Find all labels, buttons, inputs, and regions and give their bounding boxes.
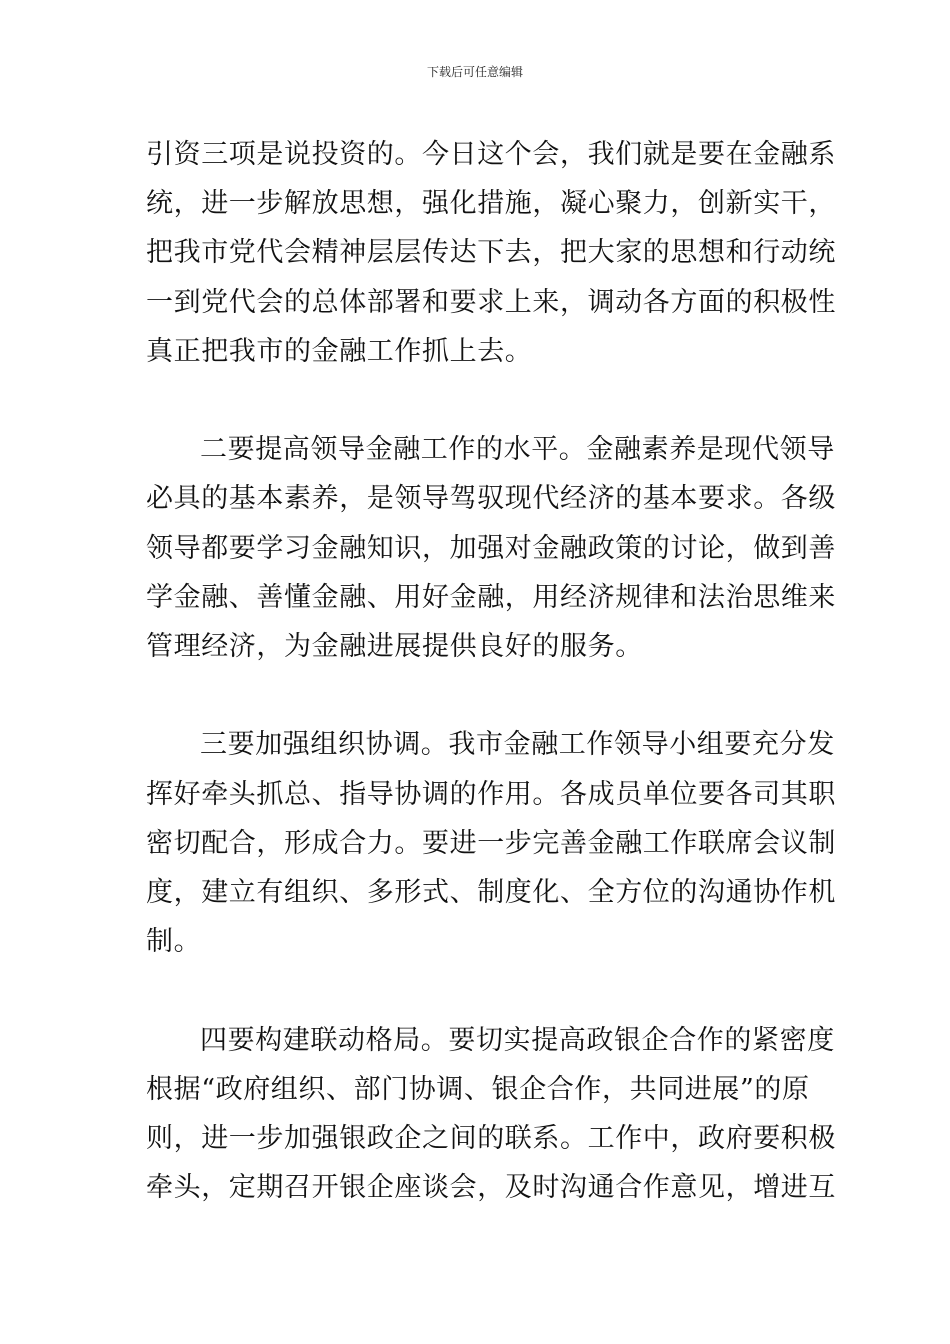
paragraph-line: 领导都要学习金融知识，加强对金融政策的讨论，做到善 bbox=[146, 532, 836, 564]
paragraph-line: 把我市党代会精神层层传达下去，把大家的思想和行动统 bbox=[146, 237, 836, 269]
paragraph-line: 则，进一步加强银政企之间的联系。工作中，政府要积极 bbox=[146, 1123, 836, 1155]
paragraph-line: 二要提高领导金融工作的水平。金融素养是现代领导 bbox=[200, 434, 835, 466]
paragraph-line: 制。 bbox=[146, 926, 202, 958]
paragraph-line: 密切配合，形成合力。要进一步完善金融工作联席会议制 bbox=[146, 827, 836, 859]
paragraph-line: 三要加强组织协调。我市金融工作领导小组要充分发 bbox=[200, 729, 835, 761]
paragraph-4 bbox=[146, 1016, 836, 1213]
paragraph-spacer bbox=[146, 376, 806, 425]
paragraph-line: 挥好牵头抓总、指导协调的作用。各成员单位要各司其职 bbox=[146, 778, 836, 810]
paragraph-spacer bbox=[146, 966, 806, 1015]
paragraph-line: 牵头，定期召开银企座谈会，及时沟通合作意见，增进互 bbox=[146, 1172, 836, 1204]
paragraph-line: 引资三项是说投资的。今日这个会，我们就是要在金融系 bbox=[146, 139, 836, 170]
paragraph-2 bbox=[146, 425, 836, 671]
paragraph-spacer bbox=[146, 671, 806, 720]
paragraph-line: 真正把我市的金融工作抓上去。 bbox=[146, 335, 533, 367]
paragraph-line: 四要构建联动格局。要切实提高政银企合作的紧密度 bbox=[200, 1024, 835, 1056]
paragraph-line: 管理经济，为金融进展提供良好的服务。 bbox=[146, 631, 643, 663]
paragraph-line: 统，进一步解放思想，强化措施，凝心聚力，创新实干， bbox=[146, 188, 836, 220]
paragraph-line: 必具的基本素养，是领导驾驭现代经济的基本要求。各级 bbox=[146, 483, 836, 515]
paragraph-line: 度，建立有组织、多形式、制度化、全方位的沟通协作机 bbox=[146, 877, 836, 909]
page-header: 下载后可任意编辑 bbox=[426, 65, 523, 79]
paragraph-1 bbox=[146, 130, 836, 376]
paragraph-line: 一到党代会的总体部署和要求上来，调动各方面的积极性 bbox=[146, 286, 836, 318]
document-body bbox=[146, 130, 836, 1212]
paragraph-line: 学金融、善懂金融、用好金融，用经济规律和法治思维来 bbox=[146, 581, 836, 613]
paragraph-3 bbox=[146, 720, 836, 966]
paragraph-line: 根据“政府组织、部门协调、银企合作，共同进展”的原 bbox=[146, 1073, 810, 1105]
